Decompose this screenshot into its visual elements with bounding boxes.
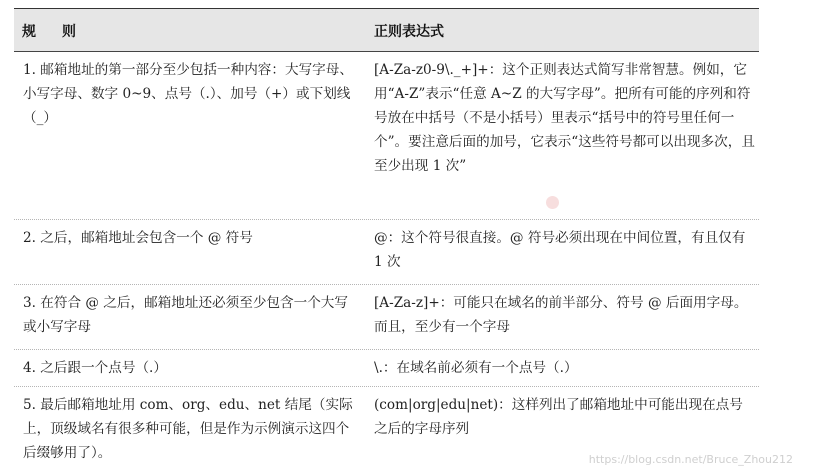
regex-cell: \.：在域名前必须有一个点号（.） <box>374 360 578 376</box>
header-rule: 规则 <box>22 24 102 40</box>
watermark-url: https://blog.csdn.net/Bruce_Zhou212 <box>588 453 793 466</box>
rule-cell: 3. 在符合 @ 之后，邮箱地址还必须至少包含一个大写或小写字母 <box>23 295 348 335</box>
regex-cell: [A-Za-z]+：可能只在域名的前半部分、符号 @ 后面用字母。而且，至少有一个字母 <box>374 295 748 335</box>
table-row <box>14 350 759 387</box>
regex-cell: [A-Za-z0-9\._+]+：这个正则表达式简写非常智慧。例如，它用“A-Z”表示“任意 A~Z 的大写字母”。把所有可能的序列和符号放在中括号（不是小括号）里表示“括号中的符号里任何一个”。要注意后面的加号，它表示“这些符号都可以出现多次，且至少出现 1 次” <box>374 62 755 174</box>
table-row <box>14 52 759 220</box>
rule-cell: 5. 最后邮箱地址用 com、org、edu、net 结尾（实际上，顶级域名有很多种可能，但是作为示例演示这四个后缀够用了）。 <box>23 397 353 461</box>
regex-cell: (com|org|edu|net)：这样列出了邮箱地址中可能出现在点号之后的字母序列 <box>374 397 743 437</box>
header-regex: 正则表达式 <box>374 24 444 40</box>
regex-cell: @：这个符号很直接。@ 符号必须出现在中间位置，有且仅有 1 次 <box>374 230 746 270</box>
table-row <box>14 285 759 350</box>
table-header <box>14 8 759 52</box>
rule-cell: 1. 邮箱地址的第一部分至少包括一种内容：大写字母、小写字母、数字 0~9、点号（.）、加号（+）或下划线（_） <box>23 62 353 126</box>
rule-cell: 4. 之后跟一个点号（.） <box>23 360 167 376</box>
regex-rules-table <box>14 8 759 472</box>
table-row <box>14 220 759 285</box>
rule-cell: 2. 之后，邮箱地址会包含一个 @ 符号 <box>23 230 253 246</box>
